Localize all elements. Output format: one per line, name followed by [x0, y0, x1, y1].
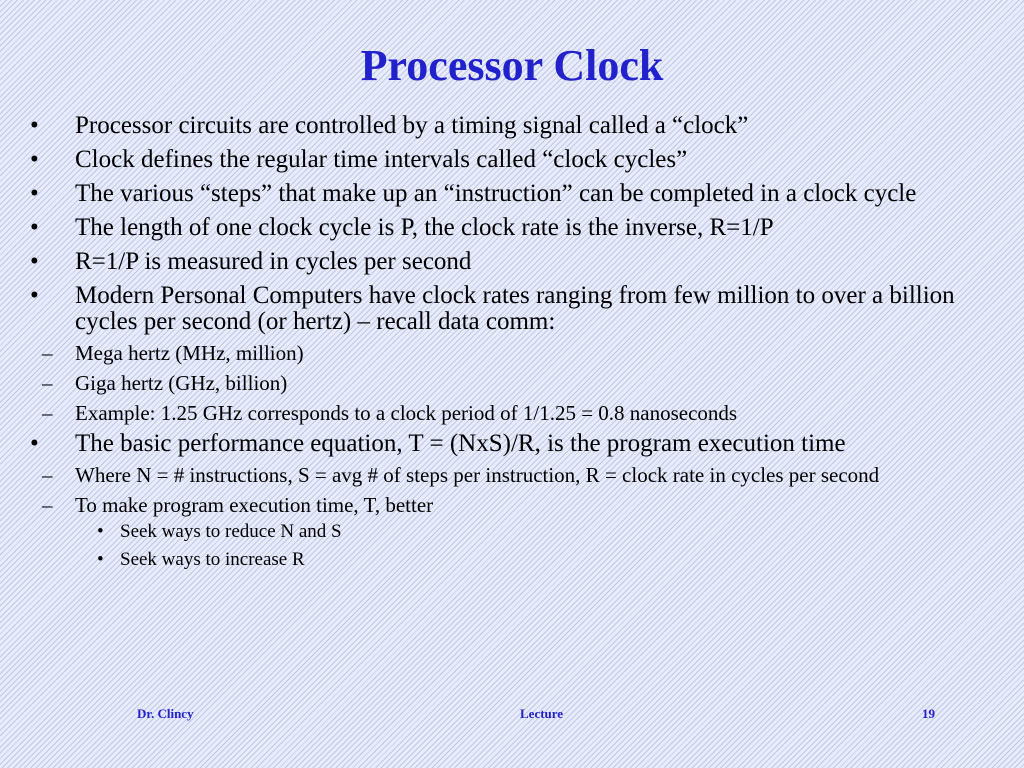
bullet-text: Processor circuits are controlled by a timing signal called a “clock”: [75, 112, 749, 139]
dash-marker: –: [42, 401, 53, 425]
sub-bullet-text: Where N = # instructions, S = avg # of steps per instruction, R = clock rate in cycles per second: [75, 463, 880, 487]
dash-marker: –: [42, 493, 53, 517]
bullet-item: [30, 283, 990, 425]
bullet-marker: •: [30, 112, 39, 139]
sub-bullet-item: [30, 493, 990, 571]
bullet-marker: •: [30, 180, 39, 207]
sub-bullet-list: [30, 463, 990, 571]
bullet-list: [30, 113, 990, 571]
bullet-marker: •: [30, 248, 39, 275]
bullet-text: R=1/P is measured in cycles per second: [75, 248, 472, 275]
footer-author: Dr. Clincy: [137, 706, 194, 721]
bullet-text: Modern Personal Computers have clock rates ranging from few million to over a billion cycles per second (or hertz) – recall data comm:: [75, 282, 955, 335]
sub-sub-bullet-text: Seek ways to reduce N and S: [120, 521, 342, 542]
bullet-item: [30, 431, 990, 571]
sub-bullet-text: Example: 1.25 GHz corresponds to a clock period of 1/1.25 = 0.8 nanoseconds: [75, 401, 738, 425]
bullet-marker: •: [30, 430, 39, 457]
sub-bullet-item: [30, 341, 990, 365]
sub-bullet-item: [30, 401, 990, 425]
sub-sub-bullet-item: [75, 549, 990, 571]
sub-sub-bullet-text: Seek ways to increase R: [120, 549, 305, 570]
footer-center: Lecture: [520, 706, 564, 721]
bullet-marker: •: [30, 214, 39, 241]
bullet-text: The length of one clock cycle is P, the clock rate is the inverse, R=1/P: [75, 214, 774, 241]
slide-title: Processor Clock: [360, 41, 664, 90]
sub-bullet-text: To make program execution time, T, better: [75, 493, 434, 517]
sub-bullet-text: Mega hertz (MHz, million): [75, 341, 304, 365]
bullet-text: Clock defines the regular time intervals called “clock cycles”: [75, 146, 688, 173]
slide-content: [30, 113, 990, 577]
bullet-text: The basic performance equation, T = (NxS)/R, is the program execution time: [75, 430, 846, 457]
bullet-text: The various “steps” that make up an “instruction” can be completed in a clock cycle: [75, 180, 917, 207]
sub-bullet-text: Giga hertz (GHz, billion): [75, 371, 288, 395]
sub-bullet-item: [30, 371, 990, 395]
dash-marker: –: [42, 463, 53, 487]
bullet-item: [30, 181, 990, 207]
bullet-item: [30, 113, 990, 139]
dash-marker: –: [42, 371, 53, 395]
bullet-marker: •: [30, 146, 39, 173]
sub-bullet-list: [30, 341, 990, 425]
dot-marker: •: [97, 549, 104, 570]
bullet-item: [30, 249, 990, 275]
footer-page-number: 19: [922, 706, 935, 721]
bullet-marker: •: [30, 282, 39, 309]
bullet-item: [30, 215, 990, 241]
sub-sub-bullet-item: [75, 521, 990, 543]
sub-bullet-item: [30, 463, 990, 487]
dot-marker: •: [97, 521, 104, 542]
dash-marker: –: [42, 341, 53, 365]
bullet-item: [30, 147, 990, 173]
sub-sub-bullet-list: [75, 521, 990, 571]
